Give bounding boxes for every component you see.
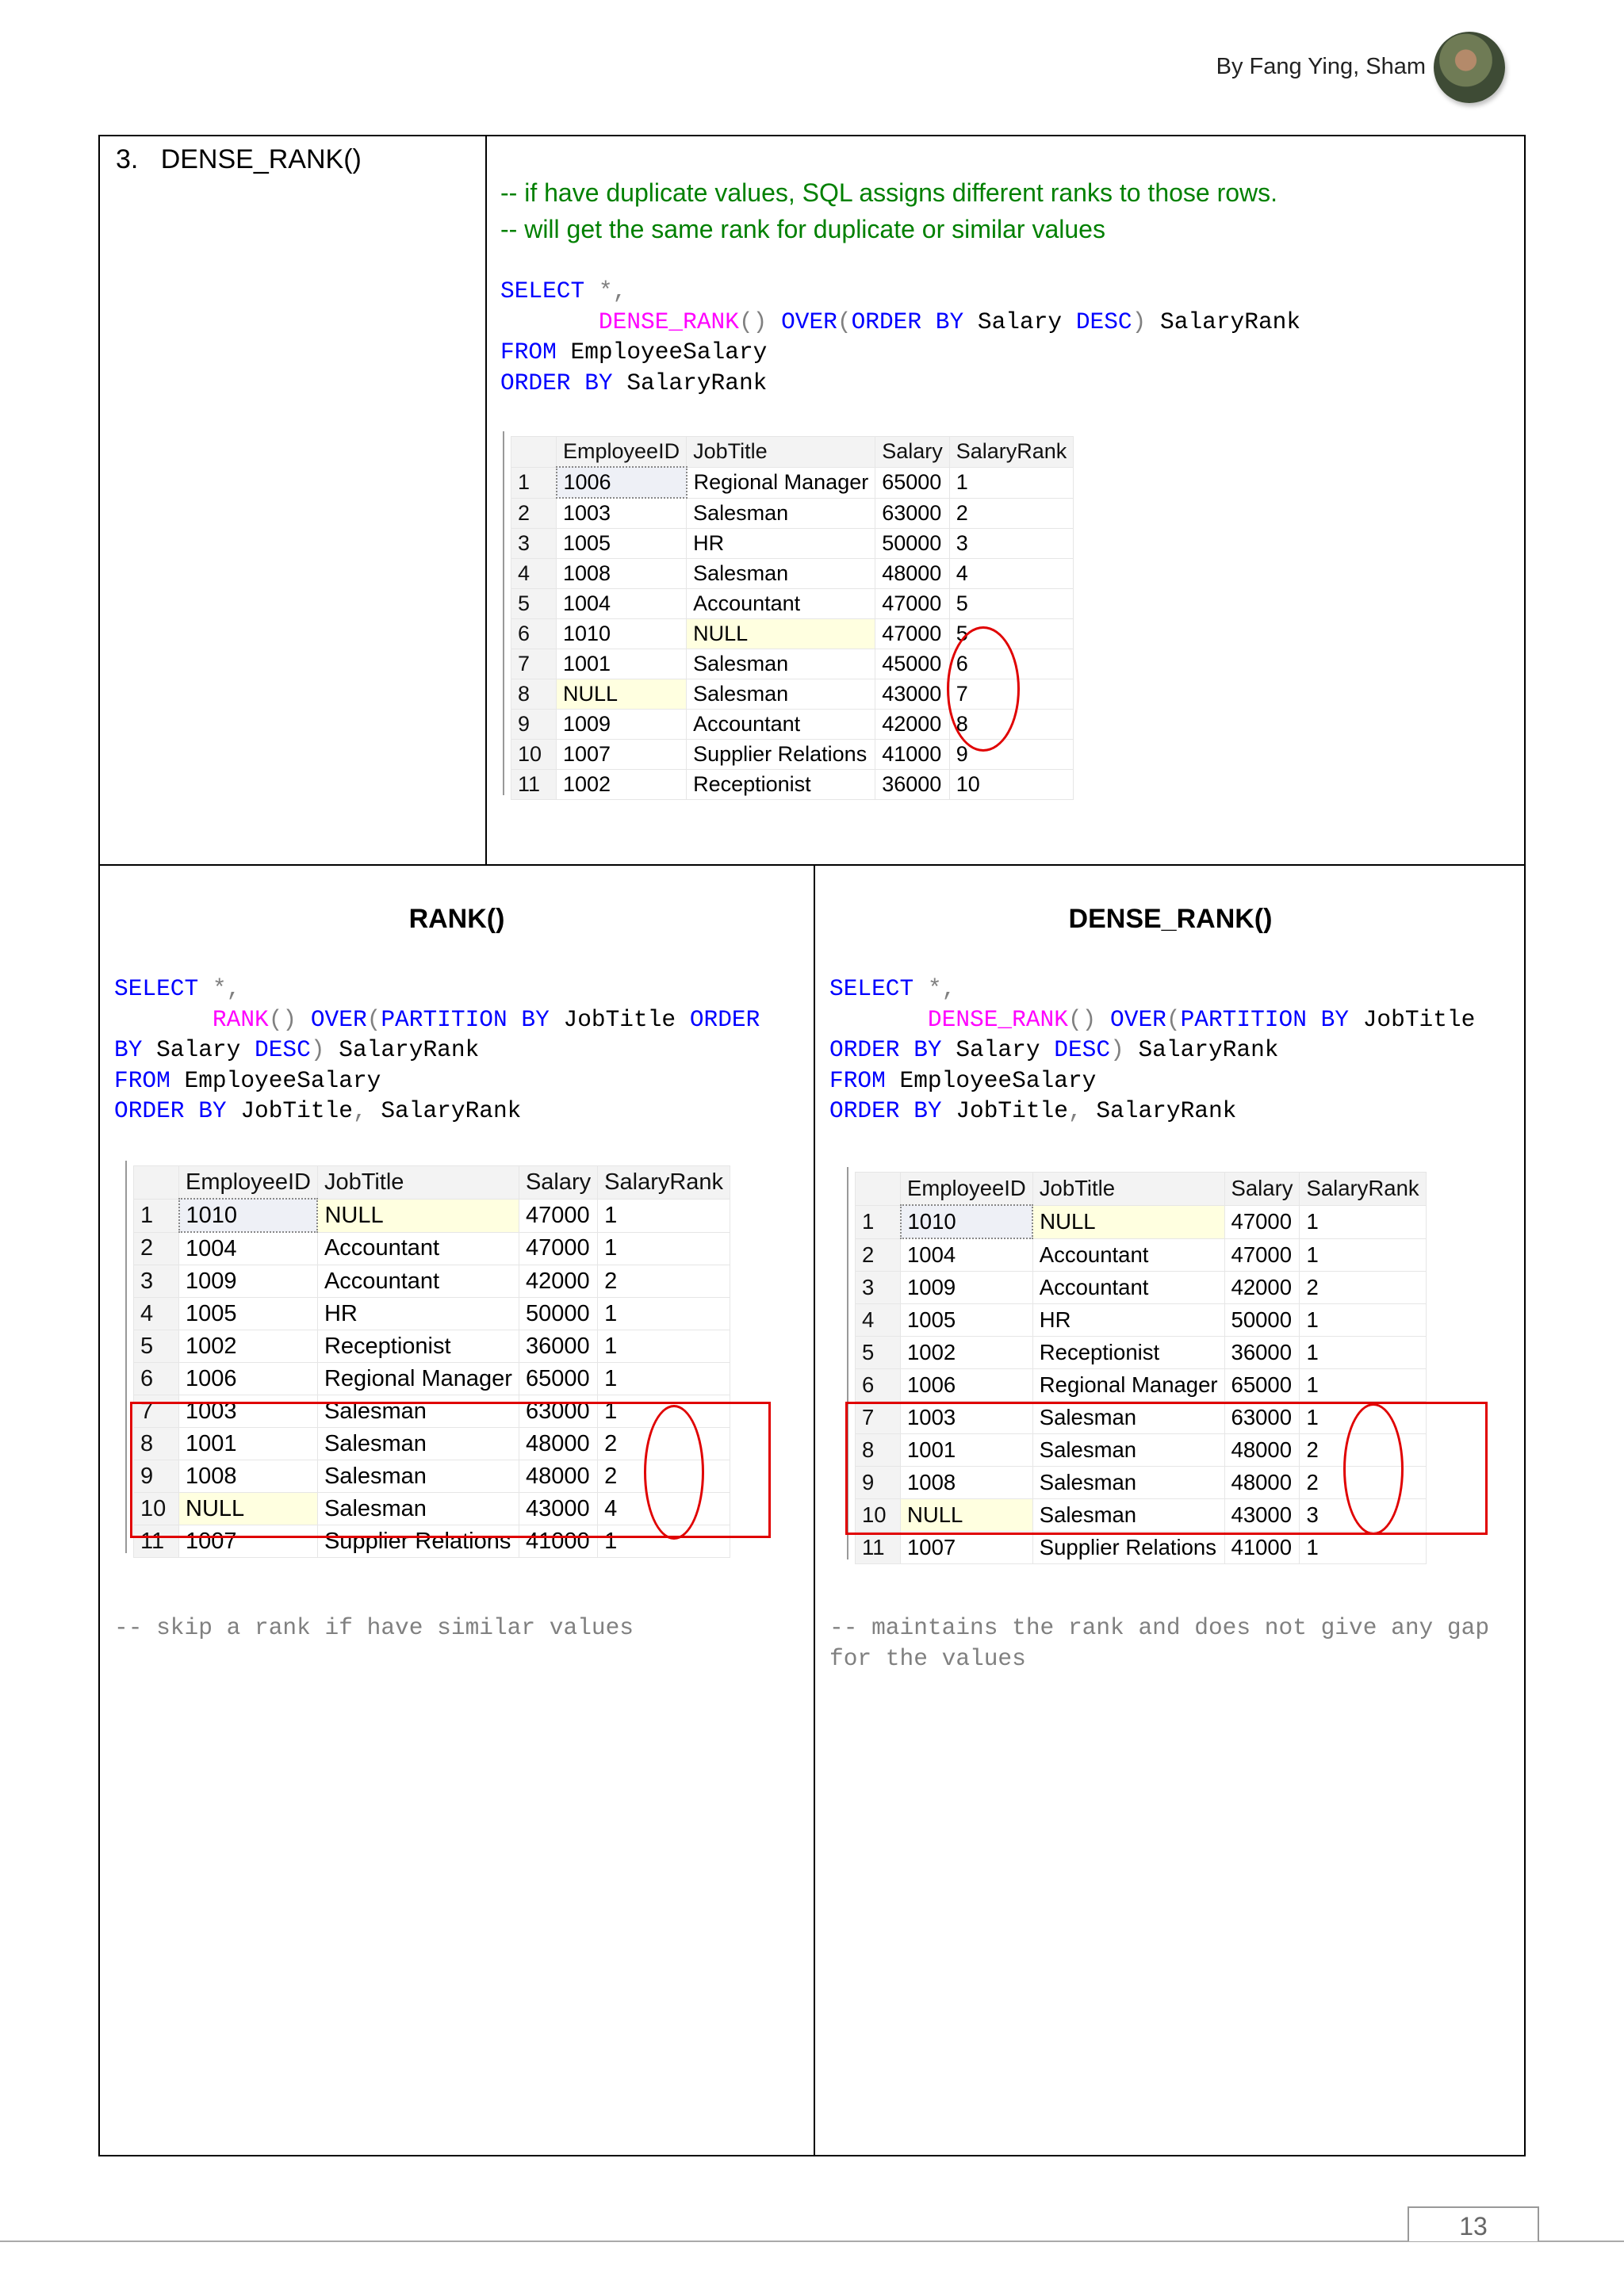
table-cell[interactable]: 1003 <box>179 1395 318 1428</box>
comment-line-2: -- will get the same rank for duplicate or similar values <box>500 215 1105 243</box>
code-line <box>500 276 1300 307</box>
table-cell[interactable]: Salesman <box>1032 1434 1224 1467</box>
sql-keyword: DESC <box>255 1036 311 1063</box>
sql-keyword: ORDER BY <box>829 1036 942 1063</box>
table-cell[interactable]: 1005 <box>179 1298 318 1330</box>
row-number[interactable]: 9 <box>511 710 557 740</box>
table-row[interactable] <box>511 589 1074 619</box>
column-header[interactable]: Salary <box>519 1166 597 1200</box>
table-cell[interactable]: 65000 <box>1224 1369 1300 1402</box>
author-label: By Fang Ying, Sham <box>1216 54 1426 79</box>
table-cell[interactable]: Regional Manager <box>1032 1369 1224 1402</box>
table-cell[interactable]: 36000 <box>875 770 950 800</box>
table-cell[interactable]: 1009 <box>179 1265 318 1298</box>
table-cell[interactable]: 10 <box>949 770 1074 800</box>
table-cell[interactable]: NULL <box>687 619 875 649</box>
row-number[interactable]: 3 <box>511 529 557 559</box>
sql-text: EmployeeSalary <box>885 1066 1097 1094</box>
table-cell[interactable]: 9 <box>949 740 1074 770</box>
code-line <box>829 1096 1475 1127</box>
row-number[interactable]: 5 <box>856 1337 901 1369</box>
table-cell[interactable]: 1003 <box>901 1402 1033 1434</box>
column-header[interactable]: JobTitle <box>1032 1173 1224 1206</box>
table-cell[interactable]: HR <box>687 529 875 559</box>
code-line <box>114 1035 760 1066</box>
table-cell[interactable]: Accountant <box>1032 1272 1224 1304</box>
table-row[interactable] <box>856 1337 1427 1369</box>
table-cell[interactable]: 1008 <box>557 559 687 589</box>
sql-keyword: SELECT <box>114 975 199 1002</box>
sql-keyword: OVER <box>781 308 837 335</box>
sql-keyword: PARTITION BY <box>381 1005 550 1033</box>
dense-rank-note: -- maintains the rank and does not give any gap for the values <box>829 1614 1490 1672</box>
sql-function: RANK <box>212 1005 269 1033</box>
table-cell[interactable]: 42000 <box>875 710 950 740</box>
table-cell[interactable]: 1009 <box>557 710 687 740</box>
sql-text: EmployeeSalary <box>170 1066 381 1094</box>
row-number[interactable]: 7 <box>511 649 557 679</box>
table-cell[interactable]: 1004 <box>179 1232 318 1265</box>
table-cell[interactable]: 50000 <box>519 1298 597 1330</box>
sql-text: ( <box>1166 1005 1181 1033</box>
row-number[interactable]: 4 <box>856 1304 901 1337</box>
row-number[interactable]: 10 <box>511 740 557 770</box>
row-number[interactable]: 7 <box>134 1395 179 1428</box>
row-number[interactable]: 3 <box>856 1272 901 1304</box>
top-row-divider <box>485 136 487 866</box>
table-row[interactable] <box>856 1532 1427 1564</box>
sql-keyword: ORDER <box>689 1005 760 1033</box>
table-cell[interactable]: 43000 <box>1224 1499 1300 1532</box>
table-row[interactable] <box>856 1238 1427 1272</box>
table-cell[interactable]: 2 <box>1300 1467 1426 1499</box>
table-cell[interactable]: 50000 <box>1224 1304 1300 1337</box>
column-header[interactable] <box>134 1166 179 1200</box>
table-cell[interactable]: 1006 <box>179 1363 318 1395</box>
sql-function: DENSE_RANK <box>927 1005 1068 1033</box>
table-cell[interactable]: 4 <box>598 1493 730 1525</box>
top-sql-code <box>500 276 1300 398</box>
table-cell[interactable]: 48000 <box>875 559 950 589</box>
table-cell[interactable]: 1006 <box>901 1369 1033 1402</box>
row-divider <box>100 864 1524 866</box>
sql-keyword: SELECT <box>500 277 585 304</box>
table-cell[interactable]: 1001 <box>557 649 687 679</box>
sql-text: Salary <box>963 308 1076 335</box>
table-cell[interactable]: 3 <box>1300 1499 1426 1532</box>
row-number[interactable]: 8 <box>134 1428 179 1460</box>
sql-keyword: BY <box>114 1036 143 1063</box>
sql-text: Salary <box>941 1036 1055 1063</box>
sql-keyword: ORDER BY <box>829 1097 942 1124</box>
table-row[interactable] <box>511 467 1074 498</box>
table-row[interactable] <box>134 1232 730 1265</box>
sql-text: Salary <box>142 1036 255 1063</box>
sql-text: SalaryRank <box>1082 1097 1237 1124</box>
table-cell[interactable]: Salesman <box>1032 1467 1224 1499</box>
column-header[interactable]: EmployeeID <box>901 1173 1033 1206</box>
table-cell[interactable]: 1008 <box>179 1460 318 1493</box>
table-cell[interactable]: 47000 <box>875 619 950 649</box>
sql-indent <box>500 308 599 335</box>
table-cell[interactable]: 1007 <box>901 1532 1033 1564</box>
table-row[interactable] <box>856 1272 1427 1304</box>
table-cell[interactable]: 2 <box>1300 1272 1426 1304</box>
table-cell[interactable]: Accountant <box>317 1232 519 1265</box>
sql-keyword: FROM <box>114 1066 170 1094</box>
column-header[interactable] <box>856 1173 901 1206</box>
table-cell[interactable]: 2 <box>598 1265 730 1298</box>
column-header[interactable]: EmployeeID <box>557 437 687 468</box>
table-cell[interactable]: Salesman <box>687 649 875 679</box>
table-cell[interactable]: 1001 <box>901 1434 1033 1467</box>
table-cell[interactable]: 63000 <box>1224 1402 1300 1434</box>
row-number[interactable]: 11 <box>134 1525 179 1558</box>
row-number[interactable]: 11 <box>511 770 557 800</box>
table-row[interactable] <box>134 1298 730 1330</box>
row-number[interactable]: 11 <box>856 1532 901 1564</box>
author-avatar <box>1434 32 1505 103</box>
content-table <box>98 135 1526 2156</box>
sql-text: () <box>1067 1005 1097 1033</box>
table-cell[interactable]: 1 <box>1300 1205 1426 1238</box>
table-cell[interactable]: 48000 <box>519 1460 597 1493</box>
row-number[interactable]: 8 <box>511 679 557 710</box>
sql-keyword: DESC <box>1075 308 1132 335</box>
table-row[interactable] <box>856 1205 1427 1238</box>
row-number[interactable]: 6 <box>856 1369 901 1402</box>
sql-function: DENSE_RANK <box>598 308 739 335</box>
annotation-oval <box>1343 1403 1404 1535</box>
column-header[interactable]: SalaryRank <box>1300 1173 1426 1206</box>
table-cell[interactable]: 3 <box>949 529 1074 559</box>
sql-text: ( <box>366 1005 381 1033</box>
dense-rank-title: DENSE_RANK() <box>1068 904 1273 934</box>
table-cell[interactable]: 1010 <box>557 619 687 649</box>
table-cell[interactable]: 1 <box>598 1330 730 1363</box>
sql-text: SalaryRank <box>324 1036 480 1063</box>
sql-keyword: DESC <box>1054 1036 1111 1063</box>
table-cell[interactable]: 41000 <box>519 1525 597 1558</box>
sql-text: JobTitle <box>941 1097 1068 1124</box>
row-number[interactable]: 8 <box>856 1434 901 1467</box>
table-cell[interactable]: 1004 <box>901 1238 1033 1272</box>
row-number[interactable]: 9 <box>856 1467 901 1499</box>
rank-sql-code <box>114 974 760 1127</box>
table-row[interactable] <box>134 1363 730 1395</box>
sql-text: () <box>738 308 768 335</box>
table-cell[interactable]: Salesman <box>317 1460 519 1493</box>
table-cell[interactable]: 47000 <box>1224 1205 1300 1238</box>
row-number[interactable]: 1 <box>856 1205 901 1238</box>
table-cell[interactable]: 1 <box>598 1298 730 1330</box>
table-cell[interactable]: 43000 <box>519 1493 597 1525</box>
table-row[interactable] <box>856 1304 1427 1337</box>
sql-text: *, <box>584 277 627 304</box>
table-row[interactable] <box>511 529 1074 559</box>
table-cell[interactable]: Supplier Relations <box>1032 1532 1224 1564</box>
table-cell[interactable]: 48000 <box>1224 1434 1300 1467</box>
table-cell[interactable]: 1010 <box>179 1199 318 1232</box>
grid-header-row <box>856 1173 1427 1206</box>
table-cell[interactable]: 45000 <box>875 649 950 679</box>
table-cell[interactable]: 63000 <box>519 1395 597 1428</box>
table-cell[interactable]: 48000 <box>1224 1467 1300 1499</box>
row-number[interactable]: 2 <box>511 498 557 529</box>
sql-text: JobTitle <box>1349 1005 1476 1033</box>
footer-rule <box>0 2241 1624 2242</box>
table-cell[interactable]: 47000 <box>519 1199 597 1232</box>
table-cell[interactable]: 42000 <box>519 1265 597 1298</box>
table-row[interactable] <box>856 1369 1427 1402</box>
table-cell[interactable]: Accountant <box>687 589 875 619</box>
table-cell[interactable]: 1 <box>598 1232 730 1265</box>
table-cell[interactable]: Receptionist <box>1032 1337 1224 1369</box>
table-cell[interactable]: 1007 <box>557 740 687 770</box>
sql-keyword: FROM <box>829 1066 886 1094</box>
table-cell[interactable]: 2 <box>598 1428 730 1460</box>
sql-text: SalaryRank <box>366 1097 522 1124</box>
table-cell[interactable]: 36000 <box>1224 1337 1300 1369</box>
code-line <box>114 974 760 1004</box>
table-cell[interactable]: 8 <box>949 710 1074 740</box>
table-cell[interactable]: NULL <box>557 679 687 710</box>
comment-line-1: -- if have duplicate values, SQL assigns different ranks to those rows. <box>500 178 1278 207</box>
table-cell[interactable]: 1007 <box>179 1525 318 1558</box>
table-cell[interactable]: 1003 <box>557 498 687 529</box>
sql-keyword: SELECT <box>829 975 914 1002</box>
table-row[interactable] <box>134 1330 730 1363</box>
column-header[interactable]: JobTitle <box>687 437 875 468</box>
table-cell[interactable]: Salesman <box>687 498 875 529</box>
table-cell[interactable]: 1008 <box>901 1467 1033 1499</box>
table-cell[interactable]: Supplier Relations <box>687 740 875 770</box>
table-cell[interactable]: 5 <box>949 589 1074 619</box>
sql-indent <box>114 1006 213 1033</box>
table-cell[interactable]: 41000 <box>1224 1532 1300 1564</box>
table-cell[interactable]: 1 <box>1300 1402 1426 1434</box>
table-cell[interactable]: 1 <box>1300 1337 1426 1369</box>
table-cell[interactable]: 5 <box>949 619 1074 649</box>
table-cell[interactable]: Salesman <box>317 1395 519 1428</box>
sql-text: ) <box>1110 1036 1124 1063</box>
table-cell[interactable]: 1 <box>1300 1532 1426 1564</box>
table-cell[interactable]: Accountant <box>1032 1238 1224 1272</box>
code-line <box>500 368 1300 399</box>
table-cell[interactable]: 47000 <box>519 1232 597 1265</box>
table-cell[interactable]: 2 <box>598 1460 730 1493</box>
table-cell[interactable]: 1005 <box>557 529 687 559</box>
table-cell[interactable]: 1001 <box>179 1428 318 1460</box>
table-cell[interactable]: 1002 <box>901 1337 1033 1369</box>
grid-header-row <box>511 437 1074 468</box>
row-number[interactable]: 4 <box>134 1298 179 1330</box>
column-header[interactable]: Salary <box>875 437 950 468</box>
sql-keyword: OVER <box>1096 1005 1166 1033</box>
table-cell[interactable]: 7 <box>949 679 1074 710</box>
code-line <box>500 337 1300 368</box>
table-cell[interactable]: 6 <box>949 649 1074 679</box>
section-number: 3. <box>116 144 139 174</box>
sql-text: SalaryRank <box>1146 308 1301 335</box>
section-name: DENSE_RANK() <box>160 144 362 174</box>
table-cell[interactable]: 1 <box>949 467 1074 498</box>
table-cell[interactable]: Receptionist <box>317 1330 519 1363</box>
column-header[interactable] <box>511 437 557 468</box>
bottom-row-divider <box>814 864 815 2156</box>
table-cell[interactable]: Salesman <box>317 1493 519 1525</box>
sql-text: ) <box>310 1036 325 1063</box>
table-cell[interactable]: Salesman <box>687 559 875 589</box>
table-row[interactable] <box>134 1199 730 1232</box>
table-cell[interactable]: 1 <box>598 1199 730 1232</box>
row-number[interactable]: 2 <box>856 1238 901 1272</box>
sql-text: SalaryRank <box>1124 1036 1279 1063</box>
row-number[interactable]: 6 <box>511 619 557 649</box>
table-cell[interactable]: NULL <box>901 1499 1033 1532</box>
sql-text: , <box>1067 1097 1082 1124</box>
table-cell[interactable]: 1010 <box>901 1205 1033 1238</box>
sql-keyword: FROM <box>500 339 557 365</box>
table-cell[interactable]: Salesman <box>1032 1499 1224 1532</box>
table-cell[interactable]: 36000 <box>519 1330 597 1363</box>
table-cell[interactable]: 42000 <box>1224 1272 1300 1304</box>
row-number[interactable]: 6 <box>134 1363 179 1395</box>
table-cell[interactable]: 2 <box>1300 1434 1426 1467</box>
table-cell[interactable]: Salesman <box>317 1428 519 1460</box>
rank-note: -- skip a rank if have similar values <box>114 1614 634 1641</box>
sql-text: *, <box>198 975 241 1002</box>
table-cell[interactable]: 65000 <box>875 467 950 498</box>
table-row[interactable] <box>134 1265 730 1298</box>
code-line <box>829 1066 1475 1096</box>
row-number[interactable]: 1 <box>134 1199 179 1232</box>
sql-keyword: ORDER BY <box>500 369 613 396</box>
table-cell[interactable]: 1009 <box>901 1272 1033 1304</box>
table-cell[interactable]: 1 <box>1300 1238 1426 1272</box>
annotation-oval <box>644 1405 704 1540</box>
row-number[interactable]: 9 <box>134 1460 179 1493</box>
sql-text: ) <box>1132 308 1147 335</box>
row-number[interactable]: 7 <box>856 1402 901 1434</box>
column-header[interactable]: Salary <box>1224 1173 1300 1206</box>
row-number[interactable]: 1 <box>511 467 557 498</box>
table-cell[interactable]: NULL <box>179 1493 318 1525</box>
table-cell[interactable]: 1002 <box>179 1330 318 1363</box>
row-number[interactable]: 2 <box>134 1232 179 1265</box>
sql-text: EmployeeSalary <box>556 339 768 365</box>
code-line <box>500 307 1300 338</box>
code-line <box>829 974 1475 1004</box>
sql-text: ( <box>837 308 852 335</box>
section-title <box>116 144 362 175</box>
code-line <box>829 1004 1475 1035</box>
sql-text: () <box>268 1005 297 1033</box>
table-cell[interactable]: 47000 <box>875 589 950 619</box>
table-cell[interactable]: Accountant <box>687 710 875 740</box>
table-cell[interactable]: 1 <box>1300 1369 1426 1402</box>
row-number[interactable]: 3 <box>134 1265 179 1298</box>
top-comments <box>500 174 1277 247</box>
table-cell[interactable]: Regional Manager <box>317 1363 519 1395</box>
row-number[interactable]: 5 <box>134 1330 179 1363</box>
table-cell[interactable]: 43000 <box>875 679 950 710</box>
table-cell[interactable]: NULL <box>317 1199 519 1232</box>
sql-text: JobTitle <box>549 1005 690 1033</box>
table-cell[interactable]: Salesman <box>1032 1402 1224 1434</box>
table-cell[interactable]: 1006 <box>557 467 687 498</box>
code-line <box>114 1096 760 1127</box>
table-cell[interactable]: Supplier Relations <box>317 1525 519 1558</box>
grid-header-row <box>134 1166 730 1200</box>
table-cell[interactable]: 2 <box>949 498 1074 529</box>
row-number[interactable]: 10 <box>134 1493 179 1525</box>
table-cell[interactable]: 48000 <box>519 1428 597 1460</box>
sql-text: JobTitle <box>226 1097 353 1124</box>
table-cell[interactable]: 65000 <box>519 1363 597 1395</box>
row-number[interactable]: 10 <box>856 1499 901 1532</box>
dense-rank-sql-code <box>829 974 1475 1127</box>
sql-text: *, <box>914 975 956 1002</box>
table-cell[interactable]: Accountant <box>317 1265 519 1298</box>
sql-text: SalaryRank <box>612 369 768 396</box>
table-cell[interactable]: 1005 <box>901 1304 1033 1337</box>
table-cell[interactable]: Salesman <box>687 679 875 710</box>
code-line <box>114 1004 760 1035</box>
code-line <box>829 1035 1475 1066</box>
table-cell[interactable]: 41000 <box>875 740 950 770</box>
table-row[interactable] <box>511 559 1074 589</box>
column-header[interactable]: SalaryRank <box>598 1166 730 1200</box>
annotation-oval <box>947 626 1020 752</box>
table-row[interactable] <box>511 770 1074 800</box>
column-header[interactable]: EmployeeID <box>179 1166 318 1200</box>
table-cell[interactable]: 1 <box>598 1525 730 1558</box>
table-cell[interactable]: 1 <box>598 1395 730 1428</box>
table-cell[interactable]: 1 <box>598 1363 730 1395</box>
table-cell[interactable]: 47000 <box>1224 1238 1300 1272</box>
sql-text: , <box>352 1097 367 1124</box>
table-cell[interactable]: 1002 <box>557 770 687 800</box>
sql-indent <box>829 1006 928 1033</box>
sql-keyword: PARTITION BY <box>1180 1005 1350 1033</box>
sql-keyword: ORDER BY <box>114 1097 227 1124</box>
column-header[interactable]: JobTitle <box>317 1166 519 1200</box>
table-cell[interactable]: 1004 <box>557 589 687 619</box>
table-cell[interactable]: HR <box>1032 1304 1224 1337</box>
sql-keyword: ORDER BY <box>851 308 964 335</box>
table-cell[interactable]: 50000 <box>875 529 950 559</box>
table-cell[interactable]: 63000 <box>875 498 950 529</box>
rank-title: RANK() <box>408 904 505 934</box>
table-cell[interactable]: 4 <box>949 559 1074 589</box>
table-cell[interactable]: Receptionist <box>687 770 875 800</box>
sql-keyword: OVER <box>297 1005 367 1033</box>
column-header[interactable]: SalaryRank <box>949 437 1074 468</box>
row-number[interactable]: 5 <box>511 589 557 619</box>
code-line <box>114 1066 760 1096</box>
table-cell[interactable]: 1 <box>1300 1304 1426 1337</box>
row-number[interactable]: 4 <box>511 559 557 589</box>
table-cell[interactable]: NULL <box>1032 1205 1224 1238</box>
table-row[interactable] <box>511 498 1074 529</box>
table-cell[interactable]: HR <box>317 1298 519 1330</box>
table-cell[interactable]: Regional Manager <box>687 467 875 498</box>
page-number: 13 <box>1459 2212 1488 2241</box>
